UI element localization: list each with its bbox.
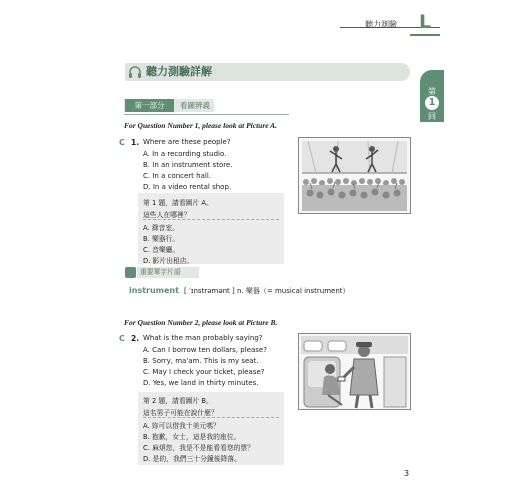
question-1-option-a: A. In a recording studio.: [143, 150, 227, 158]
side-tab-prefix: 第: [428, 87, 436, 96]
question-2-translation-d: D. 是的，我們三十分鐘後降落。: [143, 455, 241, 463]
question-2-translation-a: A. 妳可以借我十美元嗎？: [143, 422, 220, 430]
question-2-option-a: A. Can I borrow ten dollars, please?: [143, 346, 267, 354]
question-1-prompt: Where are these people?: [143, 138, 231, 146]
question-2-translation-c: C. 麻煩您，我是不是能看看您的票？: [143, 444, 255, 452]
page-number: 3: [404, 469, 410, 478]
question-1-translation-d: D. 影片出租店。: [143, 257, 194, 265]
question-2-translation-intro: 第 2 題，請看圖片 B。: [143, 397, 213, 405]
header-section-letter: L: [410, 10, 440, 36]
question-2-option-b: B. Sorry, ma'am. This is my seat.: [143, 357, 259, 365]
question-2-number: 2.: [131, 334, 140, 343]
part-divider: [124, 114, 289, 115]
question-1-option-c: C. In a concert hall.: [143, 172, 211, 180]
translation-divider: [143, 219, 279, 220]
side-tab-suffix: 回: [428, 112, 436, 121]
side-tab-number: 1: [425, 96, 439, 110]
question-2-prompt: What is the man probably saying?: [143, 334, 263, 342]
question-1-translation-c: C. 音樂廳。: [143, 246, 180, 254]
translation-divider: [143, 417, 279, 418]
question-1-translation-question: 這些人在哪裡？: [143, 211, 191, 219]
question-2-translation-question: 這名男子可能在說什麼？: [143, 409, 218, 417]
headphones-icon: [127, 64, 143, 80]
question-2-option-d: D. Yes, we land in thirty minutes.: [143, 379, 259, 387]
question-1-translation-a: A. 錄音室。: [143, 224, 180, 232]
question-2-translation-b: B. 抱歉，女士，這是我的座位。: [143, 433, 241, 441]
question-1-number: 1.: [131, 138, 140, 147]
vocab-icon: [125, 267, 136, 278]
question-1-option-d: D. In a video rental shop.: [143, 183, 232, 191]
question-2-option-c: C. May I check your ticket, please?: [143, 368, 265, 376]
part-label: 第一部分: [125, 99, 174, 112]
vocab-word: instrument: [129, 286, 179, 295]
question-1-option-b: B. In an instrument store.: [143, 161, 233, 169]
question-1-answer: C: [119, 138, 125, 147]
picture-b-ticket-check-illustration: [298, 333, 411, 410]
header-title: 聽力測驗: [365, 20, 397, 29]
question-2-heading: For Question Number 2, please look at Picture B.: [124, 318, 278, 327]
vocab-label: 重要單字片語: [137, 267, 199, 278]
question-1-translation-intro: 第 1 題，請看圖片 A。: [143, 199, 213, 207]
part-name: 看圖辨義: [180, 101, 210, 110]
question-1-translation-b: B. 樂器行。: [143, 235, 180, 243]
question-2-answer: C: [119, 334, 125, 343]
vocab-definition: [ ˈɪnstrəmənt ] n. 樂器（= musical instrument）: [184, 287, 350, 295]
question-1-heading: For Question Number 1, please look at Picture A.: [124, 121, 278, 130]
section-title: 聽力測驗詳解: [146, 65, 212, 78]
picture-a-concert-illustration: [298, 137, 411, 214]
